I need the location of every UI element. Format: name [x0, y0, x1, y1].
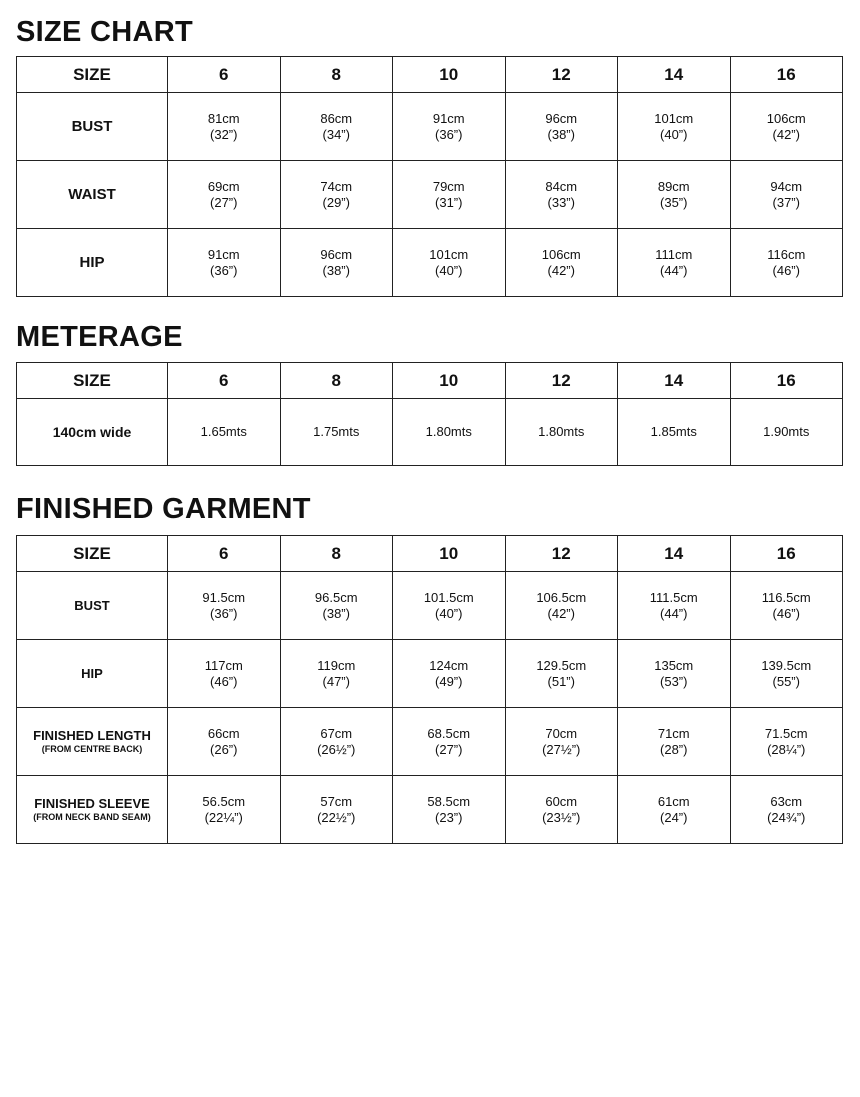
- size-header-6: 6: [168, 536, 281, 572]
- table-cell: 124cm (49”): [393, 640, 506, 708]
- size-header-6: 6: [168, 363, 281, 399]
- size-header-12: 12: [505, 536, 618, 572]
- row-label-hip: HIP: [17, 229, 168, 297]
- row-label-finished-sleeve: [17, 776, 168, 844]
- size-header-16: 16: [730, 363, 843, 399]
- meterage-header-row: [17, 363, 843, 399]
- size-chart-header-row: [17, 57, 843, 93]
- table-cell: 56.5cm (22¼”): [168, 776, 281, 844]
- size-header-12: 12: [505, 363, 618, 399]
- size-chart-title: SIZE CHART: [16, 16, 193, 48]
- size-header-6: 6: [168, 57, 281, 93]
- table-cell: 70cm (27½”): [505, 708, 618, 776]
- size-header-label: SIZE: [17, 57, 168, 93]
- table-cell: 63cm (24¾”): [730, 776, 843, 844]
- table-cell: 106.5cm (42”): [505, 572, 618, 640]
- size-header-14: 14: [618, 57, 731, 93]
- table-cell: 129.5cm (51”): [505, 640, 618, 708]
- table-cell: 67cm (26½”): [280, 708, 393, 776]
- size-header-8: 8: [280, 536, 393, 572]
- size-header-10: 10: [393, 363, 506, 399]
- row-label-bust: BUST: [17, 93, 168, 161]
- table-cell: 1.90mts: [730, 399, 843, 466]
- table-cell: 60cm (23½”): [505, 776, 618, 844]
- size-header-label: SIZE: [17, 363, 168, 399]
- size-header-8: 8: [280, 57, 393, 93]
- table-cell: 69cm (27”): [168, 161, 281, 229]
- table-cell: 81cm (32”): [168, 93, 281, 161]
- table-cell: 1.80mts: [393, 399, 506, 466]
- table-cell: 106cm (42”): [730, 93, 843, 161]
- finished-garment-row-length: [17, 708, 843, 776]
- table-cell: 91cm (36”): [393, 93, 506, 161]
- meterage-title: METERAGE: [16, 321, 183, 353]
- row-label-main: FINISHED LENGTH: [33, 728, 151, 743]
- size-header-10: 10: [393, 536, 506, 572]
- size-header-14: 14: [618, 536, 731, 572]
- finished-garment-header-row: [17, 536, 843, 572]
- finished-garment-table: [16, 535, 843, 844]
- size-header-12: 12: [505, 57, 618, 93]
- size-header-16: 16: [730, 57, 843, 93]
- row-label-main: FINISHED SLEEVE: [34, 796, 150, 811]
- table-cell: 111.5cm (44”): [618, 572, 731, 640]
- table-cell: 74cm (29”): [280, 161, 393, 229]
- table-cell: 96.5cm (38”): [280, 572, 393, 640]
- table-cell: 119cm (47”): [280, 640, 393, 708]
- table-cell: 79cm (31”): [393, 161, 506, 229]
- size-header-14: 14: [618, 363, 731, 399]
- table-cell: 1.65mts: [168, 399, 281, 466]
- table-cell: 71cm (28”): [618, 708, 731, 776]
- row-label-sub: (FROM NECK BAND SEAM): [33, 812, 151, 822]
- table-cell: 101cm (40”): [618, 93, 731, 161]
- table-cell: 139.5cm (55”): [730, 640, 843, 708]
- table-cell: 106cm (42”): [505, 229, 618, 297]
- table-cell: 66cm (26”): [168, 708, 281, 776]
- size-header-label: SIZE: [17, 536, 168, 572]
- size-chart-table: [16, 56, 843, 297]
- table-cell: 84cm (33”): [505, 161, 618, 229]
- row-label-bust: BUST: [17, 572, 168, 640]
- table-cell: 57cm (22½”): [280, 776, 393, 844]
- size-header-8: 8: [280, 363, 393, 399]
- table-cell: 116.5cm (46”): [730, 572, 843, 640]
- row-label-finished-length: [17, 708, 168, 776]
- table-cell: 1.80mts: [505, 399, 618, 466]
- table-cell: 116cm (46”): [730, 229, 843, 297]
- table-cell: 86cm (34”): [280, 93, 393, 161]
- row-label-sub: (FROM CENTRE BACK): [41, 744, 143, 754]
- table-cell: 71.5cm (28¼”): [730, 708, 843, 776]
- size-header-16: 16: [730, 536, 843, 572]
- table-cell: 61cm (24”): [618, 776, 731, 844]
- table-cell: 101cm (40”): [393, 229, 506, 297]
- table-cell: 91.5cm (36”): [168, 572, 281, 640]
- table-cell: 1.85mts: [618, 399, 731, 466]
- finished-garment-row-bust: [17, 572, 843, 640]
- table-cell: 135cm (53”): [618, 640, 731, 708]
- row-label-140cm-wide: 140cm wide: [17, 399, 168, 466]
- table-cell: 96cm (38”): [280, 229, 393, 297]
- table-cell: 1.75mts: [280, 399, 393, 466]
- table-cell: 96cm (38”): [505, 93, 618, 161]
- table-cell: 94cm (37”): [730, 161, 843, 229]
- meterage-table: [16, 362, 843, 466]
- size-chart-row-hip: [17, 229, 843, 297]
- row-label-hip: HIP: [17, 640, 168, 708]
- table-cell: 117cm (46”): [168, 640, 281, 708]
- table-cell: 89cm (35”): [618, 161, 731, 229]
- table-cell: 58.5cm (23”): [393, 776, 506, 844]
- table-cell: 111cm (44”): [618, 229, 731, 297]
- finished-garment-row-hip: [17, 640, 843, 708]
- size-header-10: 10: [393, 57, 506, 93]
- size-chart-row-bust: [17, 93, 843, 161]
- finished-garment-row-sleeve: [17, 776, 843, 844]
- table-cell: 101.5cm (40”): [393, 572, 506, 640]
- meterage-row-140cm: [17, 399, 843, 466]
- table-cell: 68.5cm (27”): [393, 708, 506, 776]
- row-label-waist: WAIST: [17, 161, 168, 229]
- size-chart-row-waist: [17, 161, 843, 229]
- table-cell: 91cm (36”): [168, 229, 281, 297]
- finished-garment-title: FINISHED GARMENT: [16, 493, 311, 525]
